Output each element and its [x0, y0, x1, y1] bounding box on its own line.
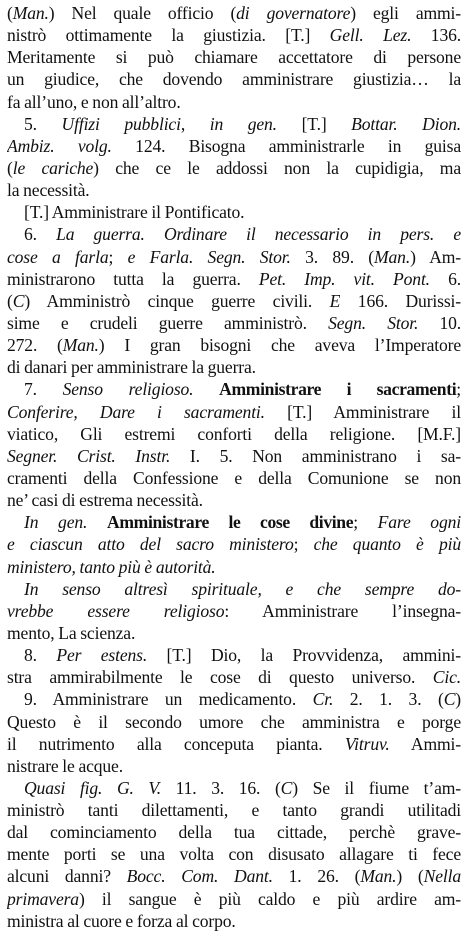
text-run: mente porti se una volta con disusato allagare ti fece — [7, 844, 461, 865]
text-line — [7, 135, 461, 157]
text-run: mento, La scienza. — [7, 622, 136, 643]
text-run: ( — [7, 3, 13, 23]
italic-text: Ambiz. volg. — [7, 135, 112, 156]
text-line — [7, 201, 461, 223]
italic-text: E — [329, 290, 341, 311]
text-run: ) Nel quale officio ( — [48, 3, 237, 23]
text-line — [7, 755, 461, 777]
text-line — [7, 179, 461, 201]
text-line — [7, 556, 461, 578]
italic-text: Gell. Lez. — [329, 25, 412, 46]
italic-text: Vitruv. — [344, 733, 390, 754]
text-run: [T.] Amministrare il Pontificato. — [24, 202, 245, 223]
italic-text: In senso altresì spirituale, e che sempre do- — [24, 578, 461, 599]
text-run — [87, 512, 107, 532]
text-line — [7, 157, 461, 179]
text-run: stra ammirabilmente le cose di questo universo. — [7, 667, 433, 688]
italic-text: Fare ogni — [377, 512, 461, 533]
text-run: ) Am- — [410, 246, 461, 267]
text-run: 10. — [418, 312, 461, 333]
bold-term: Amministrare i sacramenti — [219, 379, 457, 400]
text-line — [7, 91, 461, 113]
text-run: , — [180, 113, 210, 134]
text-line — [7, 290, 461, 312]
text-run: Questo è il secondo umore che amministra e porge — [7, 711, 461, 732]
text-line — [7, 401, 461, 423]
text-run: 166. Durissi- — [340, 290, 461, 311]
text-line — [7, 489, 461, 511]
text-line — [7, 423, 461, 445]
italic-text: e Farla. Segn. Stor. — [127, 246, 291, 267]
text-line — [7, 733, 461, 755]
text-run: Ammi- — [389, 733, 461, 754]
text-line — [7, 246, 461, 268]
text-run: ( — [7, 157, 13, 178]
text-line — [7, 46, 461, 68]
text-line — [7, 622, 461, 644]
italic-text: C — [443, 689, 456, 710]
text-run: 8. — [24, 645, 57, 666]
text-run: 124. Bisogna amministrarle in guisa — [111, 135, 461, 156]
italic-text: Man. — [12, 3, 49, 23]
text-line — [7, 843, 461, 865]
text-line — [7, 378, 461, 400]
italic-text: Senso religioso. — [62, 379, 194, 400]
italic-text: Segn. Stor. — [328, 312, 419, 333]
text-line — [7, 821, 461, 843]
text-run: ) che ce le addossi non la cupidigia, ma — [93, 157, 461, 178]
text-run: [T.] Dio, la Provvidenza, ammini- — [147, 645, 461, 666]
text-line — [7, 711, 461, 733]
italic-text: che quanto è più — [313, 534, 461, 555]
text-run — [193, 379, 219, 399]
text-run: 5. — [24, 113, 62, 134]
italic-text: cose a farla — [7, 246, 109, 267]
italic-text: Bocc. Com. Dant. — [126, 866, 273, 887]
text-run: [T.] Amministrare il — [264, 401, 461, 422]
text-run: ministrarono tutta la guerra. — [7, 268, 259, 289]
text-line — [7, 865, 461, 887]
text-line — [7, 688, 461, 710]
bold-term: Amministrare le cose divine — [106, 512, 354, 533]
italic-text: In gen. — [24, 512, 88, 533]
text-run: ne’ casi di estrema necessità. — [7, 490, 203, 511]
italic-text: e ciascun atto del sacro ministero — [7, 534, 294, 555]
text-line — [7, 113, 461, 135]
italic-text: Uffizi pubblici — [61, 113, 181, 134]
italic-text: Per estens. — [56, 645, 148, 666]
text-run: ) egli ammi- — [350, 3, 461, 23]
text-run: Meritamente si può chiamare accettatore di persone — [7, 47, 461, 68]
italic-text: vrebbe essere religioso — [7, 600, 225, 621]
text-run: ) Amministrò cinque guerre civili. — [24, 290, 330, 311]
text-line — [7, 888, 461, 910]
text-run: 6. — [429, 268, 461, 289]
text-run: un giudice, che dovendo amministrare giustizia… la — [7, 69, 461, 90]
text-run: ; — [108, 246, 128, 267]
text-run: ) I gran bisogni che aveva l’Imperatore — [98, 335, 461, 356]
text-run: ) ( — [396, 866, 424, 887]
text-run: 272. ( — [7, 335, 63, 356]
text-run: viatico, Gli estremi conforti della religione. [M.F.] — [7, 423, 461, 444]
text-line — [7, 799, 461, 821]
text-run: 136. — [411, 25, 461, 46]
text-line — [7, 666, 461, 688]
text-run: : Amministrare l’insegna- — [224, 600, 461, 621]
text-run: 11. 3. 16. ( — [161, 777, 281, 798]
text-run: ; — [293, 534, 314, 555]
text-line — [7, 223, 461, 245]
italic-text: Bottar. Dion. — [351, 113, 461, 134]
text-line — [7, 268, 461, 290]
italic-text: Cr. — [312, 689, 334, 710]
text-run: 7. — [24, 379, 63, 400]
text-run: alcuni danni? — [7, 866, 127, 887]
italic-text: di governatore — [236, 3, 351, 23]
text-run: ministra al cuore e forza al corpo. — [7, 910, 236, 931]
text-run: 9. Amministrare un medicamento. — [24, 689, 313, 710]
text-line — [7, 334, 461, 356]
text-line — [7, 467, 461, 489]
italic-text: C — [280, 777, 293, 798]
italic-text: C — [12, 290, 25, 311]
italic-text: Pet. Imp. vit. Pont. — [258, 268, 430, 289]
text-run: ; — [353, 512, 378, 533]
text-line — [7, 644, 461, 666]
text-line — [7, 578, 461, 600]
text-run: ) — [455, 689, 461, 710]
text-run: 6. — [24, 224, 57, 245]
text-run: ministrò tanti dilettamenti, e tanto grandi utilitadi — [7, 800, 461, 821]
text-run: 2. 1. 3. ( — [333, 689, 444, 710]
text-run: ) il sangue è più caldo e più ardire am- — [78, 888, 461, 909]
text-line — [7, 312, 461, 334]
text-run: nistrare le acque. — [7, 755, 123, 776]
text-line — [7, 68, 461, 90]
italic-text: Man. — [360, 866, 397, 887]
text-line — [7, 445, 461, 467]
text-run: 1. 26. ( — [272, 866, 361, 887]
italic-text: ministero, tanto più è autorità. — [7, 556, 216, 577]
italic-text: Man. — [62, 335, 99, 356]
text-line — [7, 2, 461, 24]
text-line — [7, 533, 461, 555]
text-run: cramenti della Confessione e della Comunione se non — [7, 467, 461, 488]
text-run: [T.] — [276, 113, 352, 134]
text-line — [7, 356, 461, 378]
text-line — [7, 511, 461, 533]
text-run: sime e crudeli guerre amministrò. — [7, 312, 329, 333]
italic-text: Nella — [423, 866, 461, 887]
text-run: 3. 89. ( — [290, 246, 375, 267]
text-run: ) Se il fiume t’am- — [292, 777, 461, 798]
text-line — [7, 24, 461, 46]
text-line — [7, 600, 461, 622]
italic-text: La guerra. Ordinare il necessario in pers. e — [56, 224, 461, 245]
text-run: I. 5. Non amministrano i sa- — [170, 445, 461, 466]
italic-text: Cic. — [432, 667, 461, 688]
italic-text: Conferire, Dare i sacramenti. — [7, 401, 265, 422]
italic-text: Man. — [374, 246, 411, 267]
text-line — [7, 777, 461, 799]
text-line — [7, 910, 461, 932]
text-run: di danari per amministrare la guerra. — [7, 357, 256, 378]
text-run: nistrò ottimamente la giustizia. [T.] — [7, 25, 330, 46]
italic-text: Quasi fig. G. V. — [24, 777, 161, 798]
italic-text: le cariche — [12, 157, 94, 178]
text-run: dal cominciamento della tua cittade, perchè grave- — [7, 822, 461, 843]
text-run: ( — [7, 290, 13, 311]
text-run: ; — [456, 379, 461, 400]
text-run: fa all’uno, e non all’altro. — [7, 91, 181, 112]
text-run: la necessità. — [7, 180, 90, 201]
text-run: il nutrimento alla conceputa pianta. — [7, 733, 345, 754]
italic-text: in gen. — [209, 113, 277, 134]
italic-text: primavera — [7, 888, 79, 909]
italic-text: Segner. Crist. Instr. — [7, 445, 171, 466]
